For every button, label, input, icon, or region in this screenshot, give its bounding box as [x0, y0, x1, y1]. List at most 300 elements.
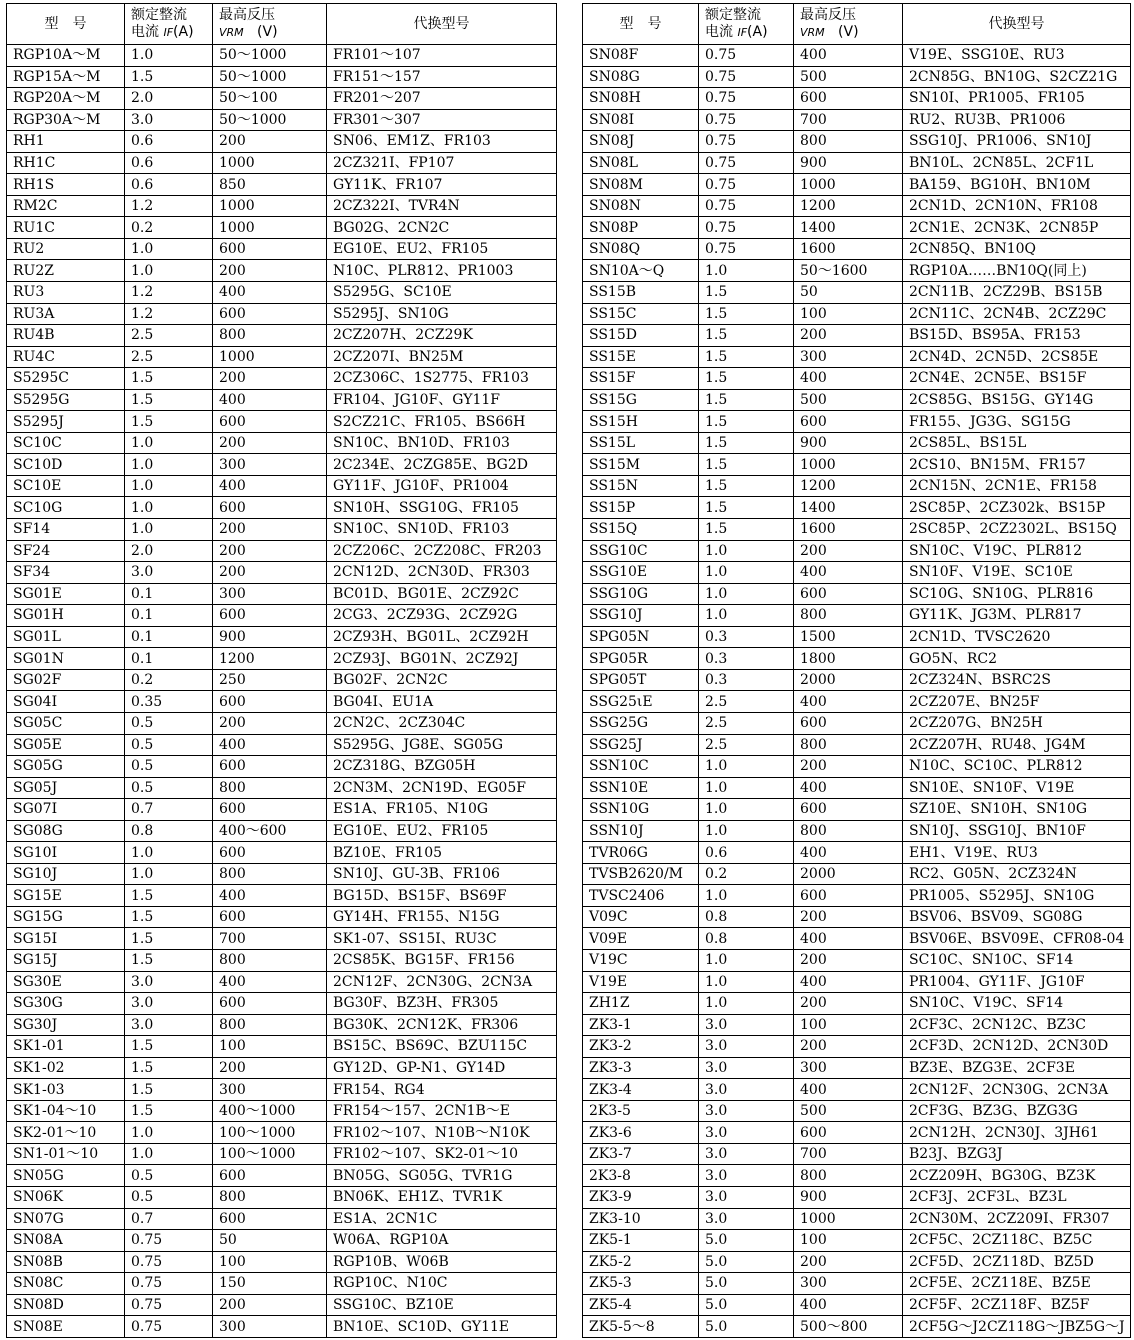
- current-cell: 0.2: [125, 217, 213, 239]
- table-row: [583, 411, 1131, 433]
- current-cell: 1.0: [699, 583, 794, 605]
- model-cell: SN08L: [583, 152, 699, 174]
- table-row: [7, 626, 557, 648]
- model-cell: SS15B: [583, 282, 699, 304]
- current-cell: 1.2: [125, 195, 213, 217]
- header-model: 型 号: [7, 4, 125, 45]
- table-row: [7, 756, 557, 778]
- table-row: [7, 1014, 557, 1036]
- model-cell: SK1-02: [7, 1057, 125, 1079]
- voltage-cell: 600: [213, 691, 327, 713]
- voltage-cell: 150: [213, 1273, 327, 1295]
- current-cell: 2.5: [699, 734, 794, 756]
- replacement-cell: GY14H、FR155、N15G: [327, 906, 557, 928]
- replacement-cell: 2CN12F、2CN30G、2CN3A: [327, 971, 557, 993]
- voltage-cell: 1600: [794, 238, 903, 260]
- replacement-cell: 2CF3D、2CN12D、2CN30D: [903, 1036, 1131, 1058]
- replacement-cell: FR155、JG3G、SG15G: [903, 411, 1131, 433]
- table-row: [7, 1143, 557, 1165]
- replacement-cell: 2CN4D、2CN5D、2CS85E: [903, 346, 1131, 368]
- current-cell: 0.75: [125, 1273, 213, 1295]
- table-row: [7, 368, 557, 390]
- table-row: [7, 583, 557, 605]
- table-row: [583, 993, 1131, 1015]
- table-row: [7, 519, 557, 541]
- model-cell: SPG05R: [583, 648, 699, 670]
- voltage-cell: 200: [213, 712, 327, 734]
- table-row: [7, 734, 557, 756]
- model-cell: SG30G: [7, 993, 125, 1015]
- voltage-cell: 400: [213, 475, 327, 497]
- model-cell: RU3: [7, 282, 125, 304]
- current-cell: 1.0: [125, 432, 213, 454]
- replacement-cell: 2CN1D、TVSC2620: [903, 626, 1131, 648]
- current-cell: 2.0: [125, 540, 213, 562]
- current-cell: 0.3: [699, 669, 794, 691]
- table-row: [7, 777, 557, 799]
- voltage-cell: 800: [794, 820, 903, 842]
- current-cell: 1.5: [699, 282, 794, 304]
- current-cell: 1.0: [125, 475, 213, 497]
- model-cell: SN05G: [7, 1165, 125, 1187]
- model-cell: SG01H: [7, 605, 125, 627]
- table-row: [583, 238, 1131, 260]
- replacement-cell: S5295J、SN10G: [327, 303, 557, 325]
- current-cell: 1.0: [699, 777, 794, 799]
- voltage-cell: 100: [794, 1014, 903, 1036]
- replacement-cell: RC2、G05N、2CZ324N: [903, 863, 1131, 885]
- current-cell: 3.0: [125, 1014, 213, 1036]
- current-cell: 0.2: [699, 863, 794, 885]
- model-cell: SF14: [7, 519, 125, 541]
- replacement-cell: GY11K、JG3M、PLR817: [903, 605, 1131, 627]
- header-current-unit: (A): [747, 24, 768, 40]
- current-cell: 1.2: [125, 303, 213, 325]
- table-row: [583, 45, 1131, 67]
- table-row: [583, 217, 1131, 239]
- table-row: [7, 346, 557, 368]
- table-row: [583, 734, 1131, 756]
- voltage-cell: 1400: [794, 497, 903, 519]
- voltage-cell: 400: [794, 562, 903, 584]
- voltage-cell: 200: [213, 368, 327, 390]
- voltage-cell: 200: [794, 325, 903, 347]
- model-cell: TVSC2406: [583, 885, 699, 907]
- replacement-cell: 2CN30M、2CZ209I、FR307: [903, 1208, 1131, 1230]
- current-cell: 3.0: [699, 1122, 794, 1144]
- voltage-cell: 600: [213, 756, 327, 778]
- model-cell: RU4C: [7, 346, 125, 368]
- table-row: [7, 282, 557, 304]
- replacement-cell: 2CG3、2CZ93G、2CZ92G: [327, 605, 557, 627]
- model-cell: SN08Q: [583, 238, 699, 260]
- voltage-cell: 900: [794, 152, 903, 174]
- model-cell: ZK5-3: [583, 1273, 699, 1295]
- table-row: [7, 712, 557, 734]
- table-row: [7, 820, 557, 842]
- model-cell: SSG10J: [583, 605, 699, 627]
- current-cell: 1.0: [699, 540, 794, 562]
- voltage-cell: 400: [794, 1079, 903, 1101]
- table-row: [583, 1273, 1131, 1295]
- replacement-cell: SN10J、GU-3B、FR106: [327, 863, 557, 885]
- replacement-cell: 2CF5G～J2CZ118G～JBZ5G～J: [903, 1316, 1131, 1338]
- replacement-cell: BN06K、EH1Z、TVR1K: [327, 1186, 557, 1208]
- table-row: [583, 540, 1131, 562]
- table-row: [583, 1165, 1131, 1187]
- replacement-cell: 2CN12F、2CN30G、2CN3A: [903, 1079, 1131, 1101]
- replacement-cell: SN10I、PR1005、FR105: [903, 88, 1131, 110]
- model-cell: SS15E: [583, 346, 699, 368]
- current-cell: 0.1: [125, 583, 213, 605]
- current-cell: 1.5: [125, 885, 213, 907]
- current-cell: 0.75: [125, 1230, 213, 1252]
- table-row: [583, 863, 1131, 885]
- table-row: [583, 1057, 1131, 1079]
- replacement-cell: FR101～107: [327, 45, 557, 67]
- replacement-cell: EG10E、EU2、FR105: [327, 820, 557, 842]
- voltage-cell: 600: [213, 1208, 327, 1230]
- current-cell: 0.75: [699, 238, 794, 260]
- header-replacement: 代换型号: [327, 4, 557, 45]
- voltage-cell: 100～1000: [213, 1122, 327, 1144]
- table-row: [583, 691, 1131, 713]
- replacement-cell: FR151～157: [327, 66, 557, 88]
- current-cell: 1.5: [125, 1057, 213, 1079]
- table-row: [583, 66, 1131, 88]
- current-cell: 1.0: [699, 993, 794, 1015]
- voltage-cell: 600: [794, 88, 903, 110]
- table-row: [583, 475, 1131, 497]
- table-row: [583, 928, 1131, 950]
- table-row: [583, 1079, 1131, 1101]
- model-cell: ZK3-7: [583, 1143, 699, 1165]
- model-cell: SK2-01～10: [7, 1122, 125, 1144]
- voltage-cell: 200: [213, 432, 327, 454]
- table-row: [583, 454, 1131, 476]
- header-row: [7, 4, 557, 45]
- model-cell: V19C: [583, 949, 699, 971]
- current-cell: 3.0: [125, 109, 213, 131]
- voltage-cell: 1000: [794, 454, 903, 476]
- current-cell: 2.0: [125, 88, 213, 110]
- replacement-cell: S2CZ21C、FR105、BS66H: [327, 411, 557, 433]
- model-cell: SN08I: [583, 109, 699, 131]
- replacement-cell: GY11F、JG10F、PR1004: [327, 475, 557, 497]
- table-row: [583, 820, 1131, 842]
- current-cell: 0.2: [125, 669, 213, 691]
- voltage-cell: 800: [213, 863, 327, 885]
- voltage-cell: 250: [213, 669, 327, 691]
- replacement-cell: 2CF5D、2CZ118D、BZ5D: [903, 1251, 1131, 1273]
- replacement-cell: 2CN4E、2CN5E、BS15F: [903, 368, 1131, 390]
- model-cell: ZK5-5～8: [583, 1316, 699, 1338]
- header-voltage-symbol: VRM: [219, 26, 244, 39]
- current-cell: 1.2: [125, 282, 213, 304]
- model-cell: SSN10G: [583, 799, 699, 821]
- current-cell: 0.5: [125, 1186, 213, 1208]
- current-cell: 1.0: [125, 863, 213, 885]
- current-cell: 3.0: [699, 1079, 794, 1101]
- replacement-cell: 2C234E、2CZG85E、BG2D: [327, 454, 557, 476]
- header-model: 型 号: [583, 4, 699, 45]
- header-voltage-unit: (V): [838, 24, 859, 40]
- voltage-cell: 900: [213, 626, 327, 648]
- current-cell: 0.3: [699, 648, 794, 670]
- current-cell: 1.5: [125, 1036, 213, 1058]
- table-row: [7, 1057, 557, 1079]
- table-row: [7, 605, 557, 627]
- model-cell: SN08H: [583, 88, 699, 110]
- current-cell: 1.0: [699, 605, 794, 627]
- replacement-cell: 2CZ318G、BZG05H: [327, 756, 557, 778]
- replacement-cell: 2CF3J、2CF3L、BZ3L: [903, 1186, 1131, 1208]
- table-row: [583, 519, 1131, 541]
- replacement-cell: N10C、SC10C、PLR812: [903, 756, 1131, 778]
- replacement-cell: SN10C、SN10D、FR103: [327, 519, 557, 541]
- current-cell: 2.5: [699, 691, 794, 713]
- table-row: [7, 109, 557, 131]
- current-cell: 0.8: [699, 928, 794, 950]
- table-row: [7, 325, 557, 347]
- current-cell: 1.5: [699, 454, 794, 476]
- current-cell: 1.5: [699, 368, 794, 390]
- voltage-cell: 400: [794, 971, 903, 993]
- voltage-cell: 50: [794, 282, 903, 304]
- current-cell: 1.0: [125, 1143, 213, 1165]
- current-cell: 3.0: [699, 1100, 794, 1122]
- table-row: [7, 152, 557, 174]
- current-cell: 2.5: [125, 346, 213, 368]
- voltage-cell: 200: [213, 562, 327, 584]
- replacement-cell: 2CZ207G、BN25H: [903, 712, 1131, 734]
- current-cell: 1.5: [125, 1100, 213, 1122]
- table-row: [583, 282, 1131, 304]
- current-cell: 1.5: [699, 475, 794, 497]
- table-row: [7, 993, 557, 1015]
- model-cell: SG15E: [7, 885, 125, 907]
- model-cell: ZK3-1: [583, 1014, 699, 1036]
- voltage-cell: 400～600: [213, 820, 327, 842]
- table-row: [583, 1251, 1131, 1273]
- model-cell: SS15D: [583, 325, 699, 347]
- model-cell: SS15L: [583, 432, 699, 454]
- current-cell: 1.0: [699, 885, 794, 907]
- model-cell: SG15G: [7, 906, 125, 928]
- table-row: [583, 669, 1131, 691]
- model-cell: SN08D: [7, 1294, 125, 1316]
- current-cell: 0.6: [125, 152, 213, 174]
- voltage-cell: 200: [213, 519, 327, 541]
- current-cell: 1.0: [699, 971, 794, 993]
- replacement-cell: 2CN11B、2CZ29B、BS15B: [903, 282, 1131, 304]
- model-cell: SG07I: [7, 799, 125, 821]
- model-cell: SF24: [7, 540, 125, 562]
- replacement-cell: 2CF3C、2CN12C、BZ3C: [903, 1014, 1131, 1036]
- table-row: [583, 389, 1131, 411]
- current-cell: 1.5: [125, 411, 213, 433]
- replacement-cell: FR201～207: [327, 88, 557, 110]
- voltage-cell: 500～800: [794, 1316, 903, 1338]
- table-row: [583, 842, 1131, 864]
- current-cell: 0.5: [125, 734, 213, 756]
- model-cell: SC10G: [7, 497, 125, 519]
- replacement-cell: 2CN15N、2CN1E、FR158: [903, 475, 1131, 497]
- voltage-cell: 100: [213, 1036, 327, 1058]
- table-row: [7, 260, 557, 282]
- model-cell: SS15M: [583, 454, 699, 476]
- replacement-cell: SN10H、SSG10G、FR105: [327, 497, 557, 519]
- current-cell: 5.0: [699, 1230, 794, 1252]
- replacement-cell: GY12D、GP-N1、GY14D: [327, 1057, 557, 1079]
- voltage-cell: 600: [794, 411, 903, 433]
- right-table: [582, 3, 1131, 1338]
- table-row: [583, 626, 1131, 648]
- replacement-cell: FR154～157、2CN1B～E: [327, 1100, 557, 1122]
- voltage-cell: 600: [794, 799, 903, 821]
- current-cell: 1.5: [125, 368, 213, 390]
- model-cell: SF34: [7, 562, 125, 584]
- model-cell: SS15P: [583, 497, 699, 519]
- model-cell: ZK5-2: [583, 1251, 699, 1273]
- voltage-cell: 50～1600: [794, 260, 903, 282]
- model-cell: SG01L: [7, 626, 125, 648]
- model-cell: SC10C: [7, 432, 125, 454]
- model-cell: SSG10C: [583, 540, 699, 562]
- table-row: [583, 799, 1131, 821]
- voltage-cell: 200: [794, 949, 903, 971]
- header-current-line1: 额定整流: [705, 7, 761, 23]
- replacement-cell: FR102～107、N10B～N10K: [327, 1122, 557, 1144]
- header-current-symbol: IF: [737, 26, 748, 39]
- table-row: [7, 842, 557, 864]
- model-cell: SN08A: [7, 1230, 125, 1252]
- voltage-cell: 300: [794, 346, 903, 368]
- current-cell: 0.7: [125, 1208, 213, 1230]
- table-row: [583, 1143, 1131, 1165]
- replacement-cell: 2CN85G、BN10G、S2CZ21G: [903, 66, 1131, 88]
- voltage-cell: 400: [794, 777, 903, 799]
- table-row: [7, 1251, 557, 1273]
- voltage-cell: 200: [213, 1057, 327, 1079]
- table-row: [7, 863, 557, 885]
- model-cell: SN08N: [583, 195, 699, 217]
- replacement-cell: SN06、EM1Z、FR103: [327, 131, 557, 153]
- table-row: [7, 949, 557, 971]
- table-row: [583, 346, 1131, 368]
- current-cell: 0.35: [125, 691, 213, 713]
- voltage-cell: 600: [794, 1122, 903, 1144]
- current-cell: 0.5: [125, 777, 213, 799]
- current-cell: 0.75: [699, 131, 794, 153]
- current-cell: 0.75: [699, 152, 794, 174]
- model-cell: SK1-03: [7, 1079, 125, 1101]
- voltage-cell: 600: [213, 303, 327, 325]
- voltage-cell: 100: [794, 303, 903, 325]
- model-cell: SG05E: [7, 734, 125, 756]
- voltage-cell: 800: [213, 1186, 327, 1208]
- voltage-cell: 200: [213, 540, 327, 562]
- header-voltage-line1: 最高反压: [219, 7, 275, 23]
- table-row: [7, 454, 557, 476]
- model-cell: SN08E: [7, 1316, 125, 1338]
- current-cell: 3.0: [699, 1143, 794, 1165]
- voltage-cell: 50～100: [213, 88, 327, 110]
- table-row: [7, 1208, 557, 1230]
- voltage-cell: 400: [213, 282, 327, 304]
- table-row: [583, 325, 1131, 347]
- replacement-cell: SN10E、SN10F、V19E: [903, 777, 1131, 799]
- header-current-line1: 额定整流: [131, 7, 187, 23]
- model-cell: SG05C: [7, 712, 125, 734]
- model-cell: RM2C: [7, 195, 125, 217]
- model-cell: SG01E: [7, 583, 125, 605]
- header-current: [699, 4, 794, 45]
- model-cell: ZK3-2: [583, 1036, 699, 1058]
- table-row: [583, 1014, 1131, 1036]
- model-cell: SS15G: [583, 389, 699, 411]
- replacement-cell: PR1004、GY11F、JG10F: [903, 971, 1131, 993]
- current-cell: 1.0: [125, 519, 213, 541]
- table-row: [7, 1165, 557, 1187]
- replacement-cell: 2CZ207E、BN25F: [903, 691, 1131, 713]
- voltage-cell: 900: [794, 432, 903, 454]
- model-cell: RU1C: [7, 217, 125, 239]
- voltage-cell: 200: [794, 1036, 903, 1058]
- current-cell: 0.75: [125, 1294, 213, 1316]
- replacement-cell: 2CS10、BN15M、FR157: [903, 454, 1131, 476]
- model-cell: ZH1Z: [583, 993, 699, 1015]
- header-current: [125, 4, 213, 45]
- replacement-cell: BG02G、2CN2C: [327, 217, 557, 239]
- table-row: [583, 906, 1131, 928]
- table-row: [7, 971, 557, 993]
- table-row: [583, 1100, 1131, 1122]
- current-cell: 1.5: [125, 1079, 213, 1101]
- model-cell: SSG25G: [583, 712, 699, 734]
- current-cell: 0.1: [125, 626, 213, 648]
- table-row: [583, 260, 1131, 282]
- current-cell: 3.0: [125, 993, 213, 1015]
- replacement-cell: 2CS85L、BS15L: [903, 432, 1131, 454]
- current-cell: 1.5: [125, 949, 213, 971]
- replacement-cell: 2CS85K、BG15F、FR156: [327, 949, 557, 971]
- current-cell: 0.75: [699, 109, 794, 131]
- table-row: [7, 1316, 557, 1338]
- table-row: [583, 648, 1131, 670]
- table-row: [7, 1186, 557, 1208]
- current-cell: 1.0: [699, 260, 794, 282]
- model-cell: SN08M: [583, 174, 699, 196]
- replacement-cell: SK1-07、SS15I、RU3C: [327, 928, 557, 950]
- replacement-cell: FR104、JG10F、GY11F: [327, 389, 557, 411]
- replacement-cell: RGP10B、W06B: [327, 1251, 557, 1273]
- right-table-body: [583, 45, 1131, 1338]
- table-row: [583, 497, 1131, 519]
- voltage-cell: 50～1000: [213, 109, 327, 131]
- current-cell: 0.75: [699, 195, 794, 217]
- table-row: [583, 152, 1131, 174]
- current-cell: 1.5: [125, 928, 213, 950]
- replacement-cell: 2CF3G、BZ3G、BZG3G: [903, 1100, 1131, 1122]
- table-row: [7, 497, 557, 519]
- replacement-cell: RGP10A……BN10Q(同上): [903, 260, 1131, 282]
- table-row: [583, 949, 1131, 971]
- model-cell: SN08F: [583, 45, 699, 67]
- table-row: [7, 1100, 557, 1122]
- model-cell: SS15C: [583, 303, 699, 325]
- table-row: [7, 540, 557, 562]
